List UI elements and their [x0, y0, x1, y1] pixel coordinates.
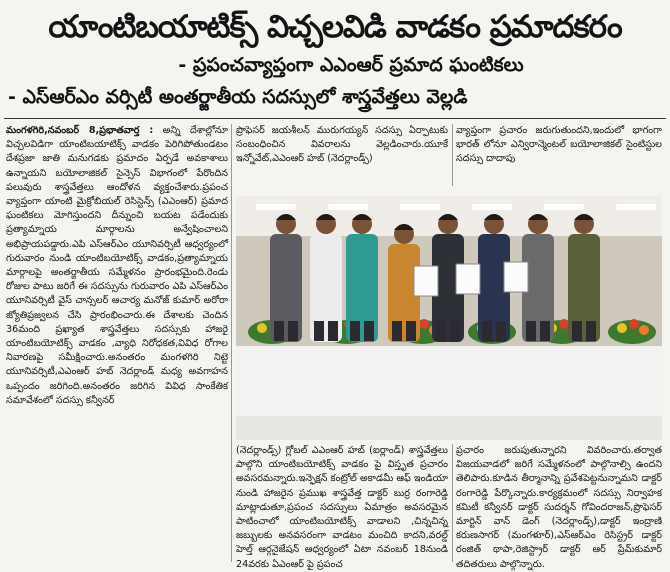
- event-photo: [236, 196, 662, 440]
- person-leg: [274, 321, 284, 341]
- column-1-text: [6, 124, 228, 408]
- ceiling-light: [616, 204, 656, 210]
- column-3-top: [456, 124, 662, 186]
- flower-bloom: [559, 319, 569, 329]
- flower-bloom: [617, 323, 627, 333]
- mou-document: [456, 264, 480, 294]
- column-2-bottom: [236, 444, 448, 570]
- flower-bloom: [257, 323, 267, 333]
- dateline: మంగళగిరి,నవంబర్ 8,ప్రభాతవార్త :: [6, 125, 154, 136]
- column-3-top-text: వ్యాప్తంగా ప్రచారం జరుగుతుందని,ఇందులో భాగంగా భారత్ లోనూ ఎన్విరాన్మెంటల్ బయోలాజికల్ సైంటిస్టుల సదస్సు దాదాపు: [456, 125, 662, 165]
- ceiling-light: [328, 204, 368, 210]
- column-3-bottom-text: ప్రచారం జరుపుతున్నారని వివరించారు.తర్వాత విజయవాడలో జరిగే సమ్మేళనంలో పాల్గొనాల్సి ఉందని తెలిపారు.కూడిన తీర్మానాన్ని ప్రవేశపెట్టనున్నామని డాక్టర్ రంగారెడ్డి పేర్కొన్నారు.కార్యక్రమంలో సదస్సు నిర్వాహక కమిటీ కన్వీనర్ డాక్టర్ సుదర్శన్ గోవిందరాజన్,ప్రొఫెసర్ మార్టిన్ వాన్ డెంగ్ (నెదర్లాండ్స్),డాక్టర్ ఇంద్రాణి కరుణసాగర్ (మంగళూర్),ఎస్ఆర్ఎం రెసిస్ట్రర్ డాక్టర్ రంజిత్ థాపా,రెజిస్ట్రార్ డాక్టర్ ఆర్ ప్రేమ్‌కుమార్ తదితరులు పాల్గొన్నారు.: [456, 445, 662, 570]
- person-leg: [496, 321, 506, 341]
- stage-floor: [236, 416, 662, 440]
- person-leg: [328, 321, 338, 341]
- headline-rule: [4, 118, 666, 119]
- column-1-body: అన్ని దేశాల్లోనూ విచ్చలవిడిగా యాంటిబయాటిక్స్ వాడకం పెరిగిపోతుండటం దేశప్రజా జాతి మనుగడకు ప్రమాదం ఏర్పడే అవకాశాలు ఉన్నాయని బయోలాజికల్ సైన్సెస్ విభాగంలో పేరొందిన పలువురు శాస్త్రవేత్తలు ఆందోళన వ్యక్తంచేశారు.ప్రపంచ వ్యాప్తంగా యాంటి మైక్రోబియల్ రెసిస్టెన్స్ (ఎఎంఆర్) ప్రమాద ఘంటికలు మోగిస్తుందని దీన్నుంచి బయట పడేందుకు ప్రత్యామ్నాయ మార్గాలను అన్వేషించాలని అభిప్రాయపడ్డారు.ఎపి ఎస్ఆర్ఎం యూనివర్సిటీ ఆధ్వర్యంలో గురువారం నుండి యాంటిబయోటిక్స్ వాడకం,ప్రత్యామ్నాయ మార్గాలపై అంతర్జాతీయ సమ్మేళనం ప్రారంభమైంది.రెండు రోజుల పాటు జరిగే ఈ సదస్సును గురువారం ఎపి ఎస్ఆర్ఎం యూనివర్సిటీ వైస్ చాన్సలర్ ఆచార్య మనోజ్ కుమార్ అరోరా జ్యోతిప్రజ్వలన చేసి ప్రారంభించారు.ఈ దేశాలకు చెందిన 36మంది ప్రఖ్యాత శాస్త్రవేత్తలు సదస్సుకు హాజరై యాంటిబయోటిక్స్ వాడకం ,వ్యాధి నిరోధకత,వివిధ రోగాల నివారణపై సమీక్షించారు.అనంతరం మంగళగిరి నిట్టె యూనివర్సిటీ,ఎఎంఆర్ హబ్ నెదర్లాండ్ మధ్య అవగాహన ఒప్పందం జరిగింది.అనంతరం జరిగిన వివిధ సాంకేతిక సమావేశంలో సదస్సు కన్వీనర్: [6, 125, 228, 406]
- column-3-bottom: [456, 444, 662, 570]
- flower-bloom: [419, 319, 429, 329]
- person-leg: [436, 321, 446, 341]
- person-leg: [540, 321, 550, 341]
- column-divider: [231, 124, 232, 562]
- ceiling-light: [544, 204, 584, 210]
- person-leg: [572, 321, 582, 341]
- ceiling-light: [400, 204, 440, 210]
- column-divider: [452, 444, 453, 562]
- person-leg: [406, 321, 416, 341]
- mou-document: [414, 266, 438, 296]
- person-leg: [392, 321, 402, 341]
- column-2-top: [236, 124, 448, 186]
- person-leg: [450, 321, 460, 341]
- person-leg: [288, 321, 298, 341]
- person-leg: [314, 321, 324, 341]
- flower-bloom: [639, 325, 649, 335]
- headline: యాంటిబయాటిక్స్ విచ్చలవిడి వాడకం ప్రమాదకరం: [48, 9, 622, 45]
- column-1: [6, 124, 228, 562]
- person-leg: [482, 321, 492, 341]
- mou-document: [504, 262, 528, 292]
- column-2-top-text: ప్రొఫెసర్ జయశీలన్ మురుగయ్యన్ సదస్సు ఏర్పాటుకు సంబంధించిన వివరాలను వెల్లడించారు.యూకే ఇన్నోవేట్,ఎఎంఆర్ హబ్ (నెదర్లాండ్స్): [236, 125, 448, 165]
- flower-bloom: [629, 319, 639, 329]
- column-divider: [452, 124, 453, 186]
- column-2-bottom-text: (నెదర్లాండ్స్) గ్లోబల్ ఎఎంఆర్ హబ్ (ఐర్లాండ్) శాస్త్రవేత్తలు పాల్గొని యాంటిబయోటిక్స్ వాడకం పై విస్తృత ప్రచారం అవసరమన్నారు.ఇన్ఫెక్షన్ కంట్రోల్ అకాడమీ ఆఫ్ ఇండియా నుండి హాజరైన ప్రముఖ శాస్త్రవేత్త డాక్టర్ బుర్ర రంగారెడ్డి మాట్లాడుతూ,ప్రపంచ సదస్సులు ఏమాత్రం అవసరమైన పాటించాలో యాంటిబయోటిక్స్ వాడాలని ,చిన్నచిన్న జబ్బులకు అనవసరంగా వాడటం మంచిది కాదని,వరల్డ్ హెల్త్ ఆర్గనైజేషన్ ఆధ్వర్యంలో ఏటా నవంబర్ 18నుండి 24వరకు ఏఎంఆర్ పై ప్రపంచ: [236, 445, 448, 570]
- ceiling-light: [256, 204, 296, 210]
- person-leg: [526, 321, 536, 341]
- person-leg: [586, 321, 596, 341]
- photo-svg: [236, 196, 662, 440]
- subheadline-1: - ప్రపంచవ్యాప్తంగా ఎఎంఆర్ ప్రమాద ఘంటికలు: [178, 54, 524, 76]
- subheadline-2: - ఎస్ఆర్ఎం వర్సిటీ అంతర్జాతీయ సదస్సులో శాస్త్రవేత్తలు వెల్లడి: [8, 86, 468, 108]
- ceiling-light: [472, 204, 512, 210]
- person-leg: [364, 321, 374, 341]
- person-leg: [350, 321, 360, 341]
